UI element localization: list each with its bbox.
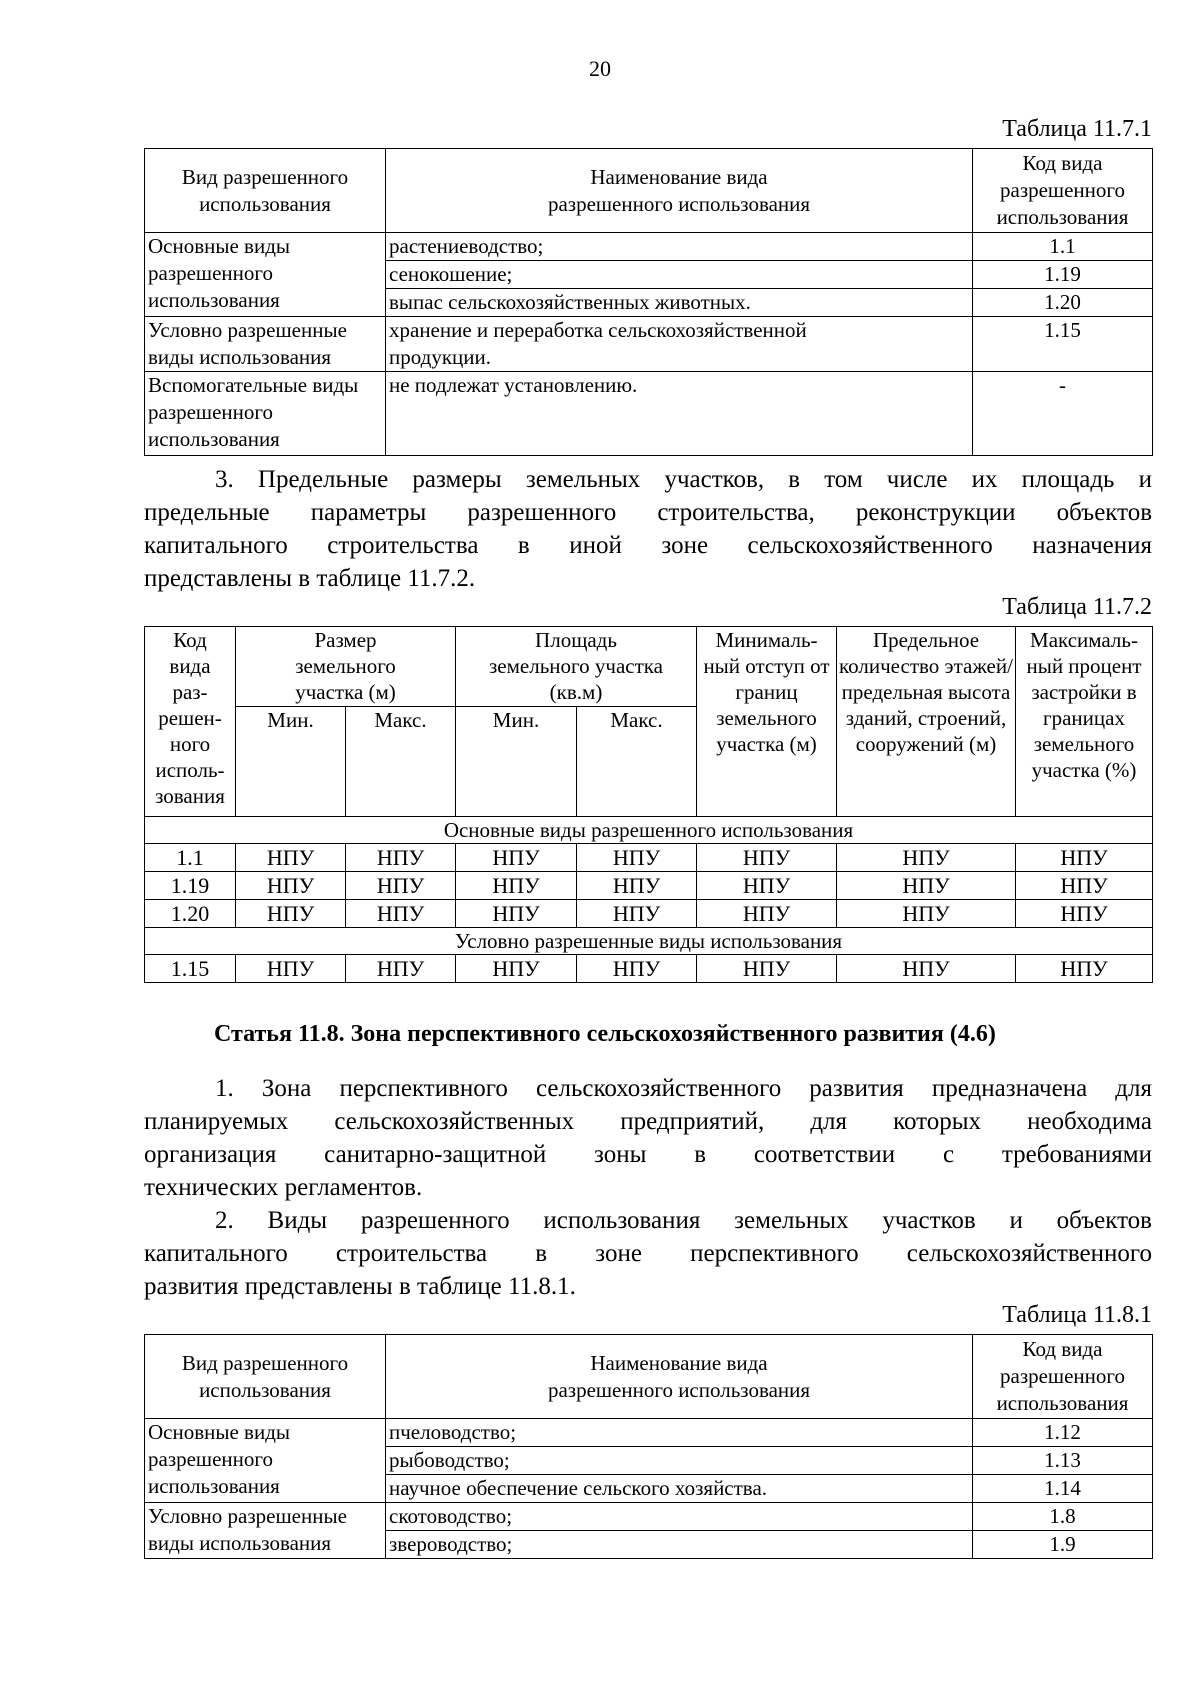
table-caption: Таблица 11.7.2 (1002, 594, 1152, 620)
row-cell: НПУ (456, 872, 577, 900)
use-name: звероводство; (386, 1531, 973, 1559)
paragraph-line: 3. Предельные размеры земельных участков, в том числе их площадь и (215, 466, 1152, 493)
table-row (145, 900, 1153, 928)
header-plot-area: Площадь земельного участка (кв.м) (456, 627, 697, 707)
header-cell: Наименование вида разрешенного использования (386, 149, 973, 233)
row-cell: НПУ (456, 900, 577, 928)
header-min: Мин. (236, 707, 346, 817)
use-code: 1.20 (973, 289, 1153, 317)
row-cell: НПУ (837, 900, 1016, 928)
row-cell: 1.20 (145, 900, 236, 928)
paragraph-2 (144, 1204, 1152, 1303)
header-cell: Вид разрешенного использования (145, 1335, 386, 1419)
row-cell: НПУ (1016, 900, 1153, 928)
row-cell: НПУ (837, 872, 1016, 900)
use-code: - (973, 372, 1153, 456)
use-code: 1.14 (973, 1475, 1153, 1503)
header-setback: Минималь-ный отступ от границ земельного участка (м) (697, 627, 837, 817)
header-max: Макс. (577, 707, 697, 817)
paragraph-line: представлены в таблице 11.7.2. (144, 565, 476, 592)
page-number: 20 (589, 56, 611, 81)
header-cell: Код вида разрешенного использования (973, 1335, 1153, 1419)
table-11-7-2 (144, 626, 1153, 983)
row-cell: НПУ (1016, 844, 1153, 872)
paragraph-line: развития представлены в таблице 11.8.1. (144, 1273, 576, 1300)
table-caption: Таблица 11.8.1 (1002, 1302, 1152, 1328)
row-cell: НПУ (697, 844, 837, 872)
use-name: скотоводство; (386, 1503, 973, 1531)
row-cell: 1.19 (145, 872, 236, 900)
table-11-8-1 (144, 1334, 1153, 1559)
use-code: 1.8 (973, 1503, 1153, 1531)
row-cell: НПУ (697, 955, 837, 983)
table-11-7-1 (144, 148, 1153, 456)
row-cell: НПУ (837, 955, 1016, 983)
use-name: рыбоводство; (386, 1447, 973, 1475)
row-cell: НПУ (236, 872, 346, 900)
paragraph-line: 2. Виды разрешенного использования земельных участков и объектов (215, 1207, 1152, 1234)
row-cell: НПУ (236, 844, 346, 872)
use-name: научное обеспечение сельского хозяйства. (386, 1475, 973, 1503)
group-label: Условно разрешенные виды использования (145, 317, 386, 372)
row-cell: НПУ (346, 872, 456, 900)
row-cell: НПУ (456, 955, 577, 983)
row-cell: НПУ (236, 900, 346, 928)
paragraph-line: организация санитарно-защитной зоны в соответствии с требованиями (144, 1141, 1152, 1168)
row-cell: НПУ (837, 844, 1016, 872)
paragraph-3 (144, 463, 1152, 595)
table-row (145, 955, 1153, 983)
use-name: растениеводство; (386, 233, 973, 261)
paragraph-line: технических регламентов. (144, 1174, 423, 1201)
row-cell: НПУ (456, 844, 577, 872)
use-code: 1.1 (973, 233, 1153, 261)
use-code: 1.9 (973, 1531, 1153, 1559)
section-row: Условно разрешенные виды использования (145, 928, 1153, 955)
row-cell: НПУ (346, 900, 456, 928)
header-code: Код вида раз-решен-ного исполь-зования (145, 627, 236, 817)
paragraph-1 (144, 1072, 1152, 1204)
header-cell: Код вида разрешенного использования (973, 149, 1153, 233)
use-code: 1.19 (973, 261, 1153, 289)
use-code: 1.13 (973, 1447, 1153, 1475)
paragraph-line: планируемых сельскохозяйственных предприятий, для которых необходима (144, 1108, 1152, 1135)
row-cell: 1.1 (145, 844, 236, 872)
group-label: Основные виды разрешенного использования (145, 1419, 386, 1503)
header-min: Мин. (456, 707, 577, 817)
paragraph-line: предельные параметры разрешенного строительства, реконструкции объектов (144, 499, 1152, 526)
row-cell: НПУ (577, 844, 697, 872)
use-code: 1.15 (973, 317, 1153, 372)
use-name: выпас сельскохозяйственных животных. (386, 289, 973, 317)
header-floors: Предельное количество этажей/ предельная высота зданий, строений, сооружений (м) (837, 627, 1016, 817)
row-cell: НПУ (1016, 872, 1153, 900)
use-name: не подлежат установлению. (386, 372, 973, 456)
table-row (145, 872, 1153, 900)
use-name: сенокошение; (386, 261, 973, 289)
table-caption: Таблица 11.7.1 (1002, 116, 1152, 142)
article-heading: Статья 11.8. Зона перспективного сельскохозяйственного развития (4.6) (214, 1021, 996, 1047)
row-cell: НПУ (1016, 955, 1153, 983)
row-cell: НПУ (577, 872, 697, 900)
row-cell: НПУ (697, 872, 837, 900)
row-cell: НПУ (346, 955, 456, 983)
row-cell: НПУ (346, 844, 456, 872)
paragraph-line: капитального строительства в зоне перспективного сельскохозяйственного (144, 1240, 1152, 1267)
row-cell: НПУ (577, 955, 697, 983)
row-cell: НПУ (577, 900, 697, 928)
header-coverage: Максималь-ный процент застройки в границах земельного участка (%) (1016, 627, 1153, 817)
group-label: Вспомогательные виды разрешенного использования (145, 372, 386, 456)
header-cell: Вид разрешенного использования (145, 149, 386, 233)
group-label: Условно разрешенные виды использования (145, 1503, 386, 1559)
group-label: Основные виды разрешенного использования (145, 233, 386, 317)
header-max: Макс. (346, 707, 456, 817)
use-name: хранение и переработка сельскохозяйственной продукции. (386, 317, 973, 372)
row-cell: НПУ (236, 955, 346, 983)
table-row (145, 844, 1153, 872)
header-cell: Наименование вида разрешенного использования (386, 1335, 973, 1419)
row-cell: 1.15 (145, 955, 236, 983)
section-row: Основные виды разрешенного использования (145, 817, 1153, 844)
use-name: пчеловодство; (386, 1419, 973, 1447)
paragraph-line: 1. Зона перспективного сельскохозяйственного развития предназначена для (215, 1075, 1152, 1102)
paragraph-line: капитального строительства в иной зоне сельскохозяйственного назначения (144, 532, 1152, 559)
header-plot-size: Размер земельного участка (м) (236, 627, 456, 707)
row-cell: НПУ (697, 900, 837, 928)
use-code: 1.12 (973, 1419, 1153, 1447)
